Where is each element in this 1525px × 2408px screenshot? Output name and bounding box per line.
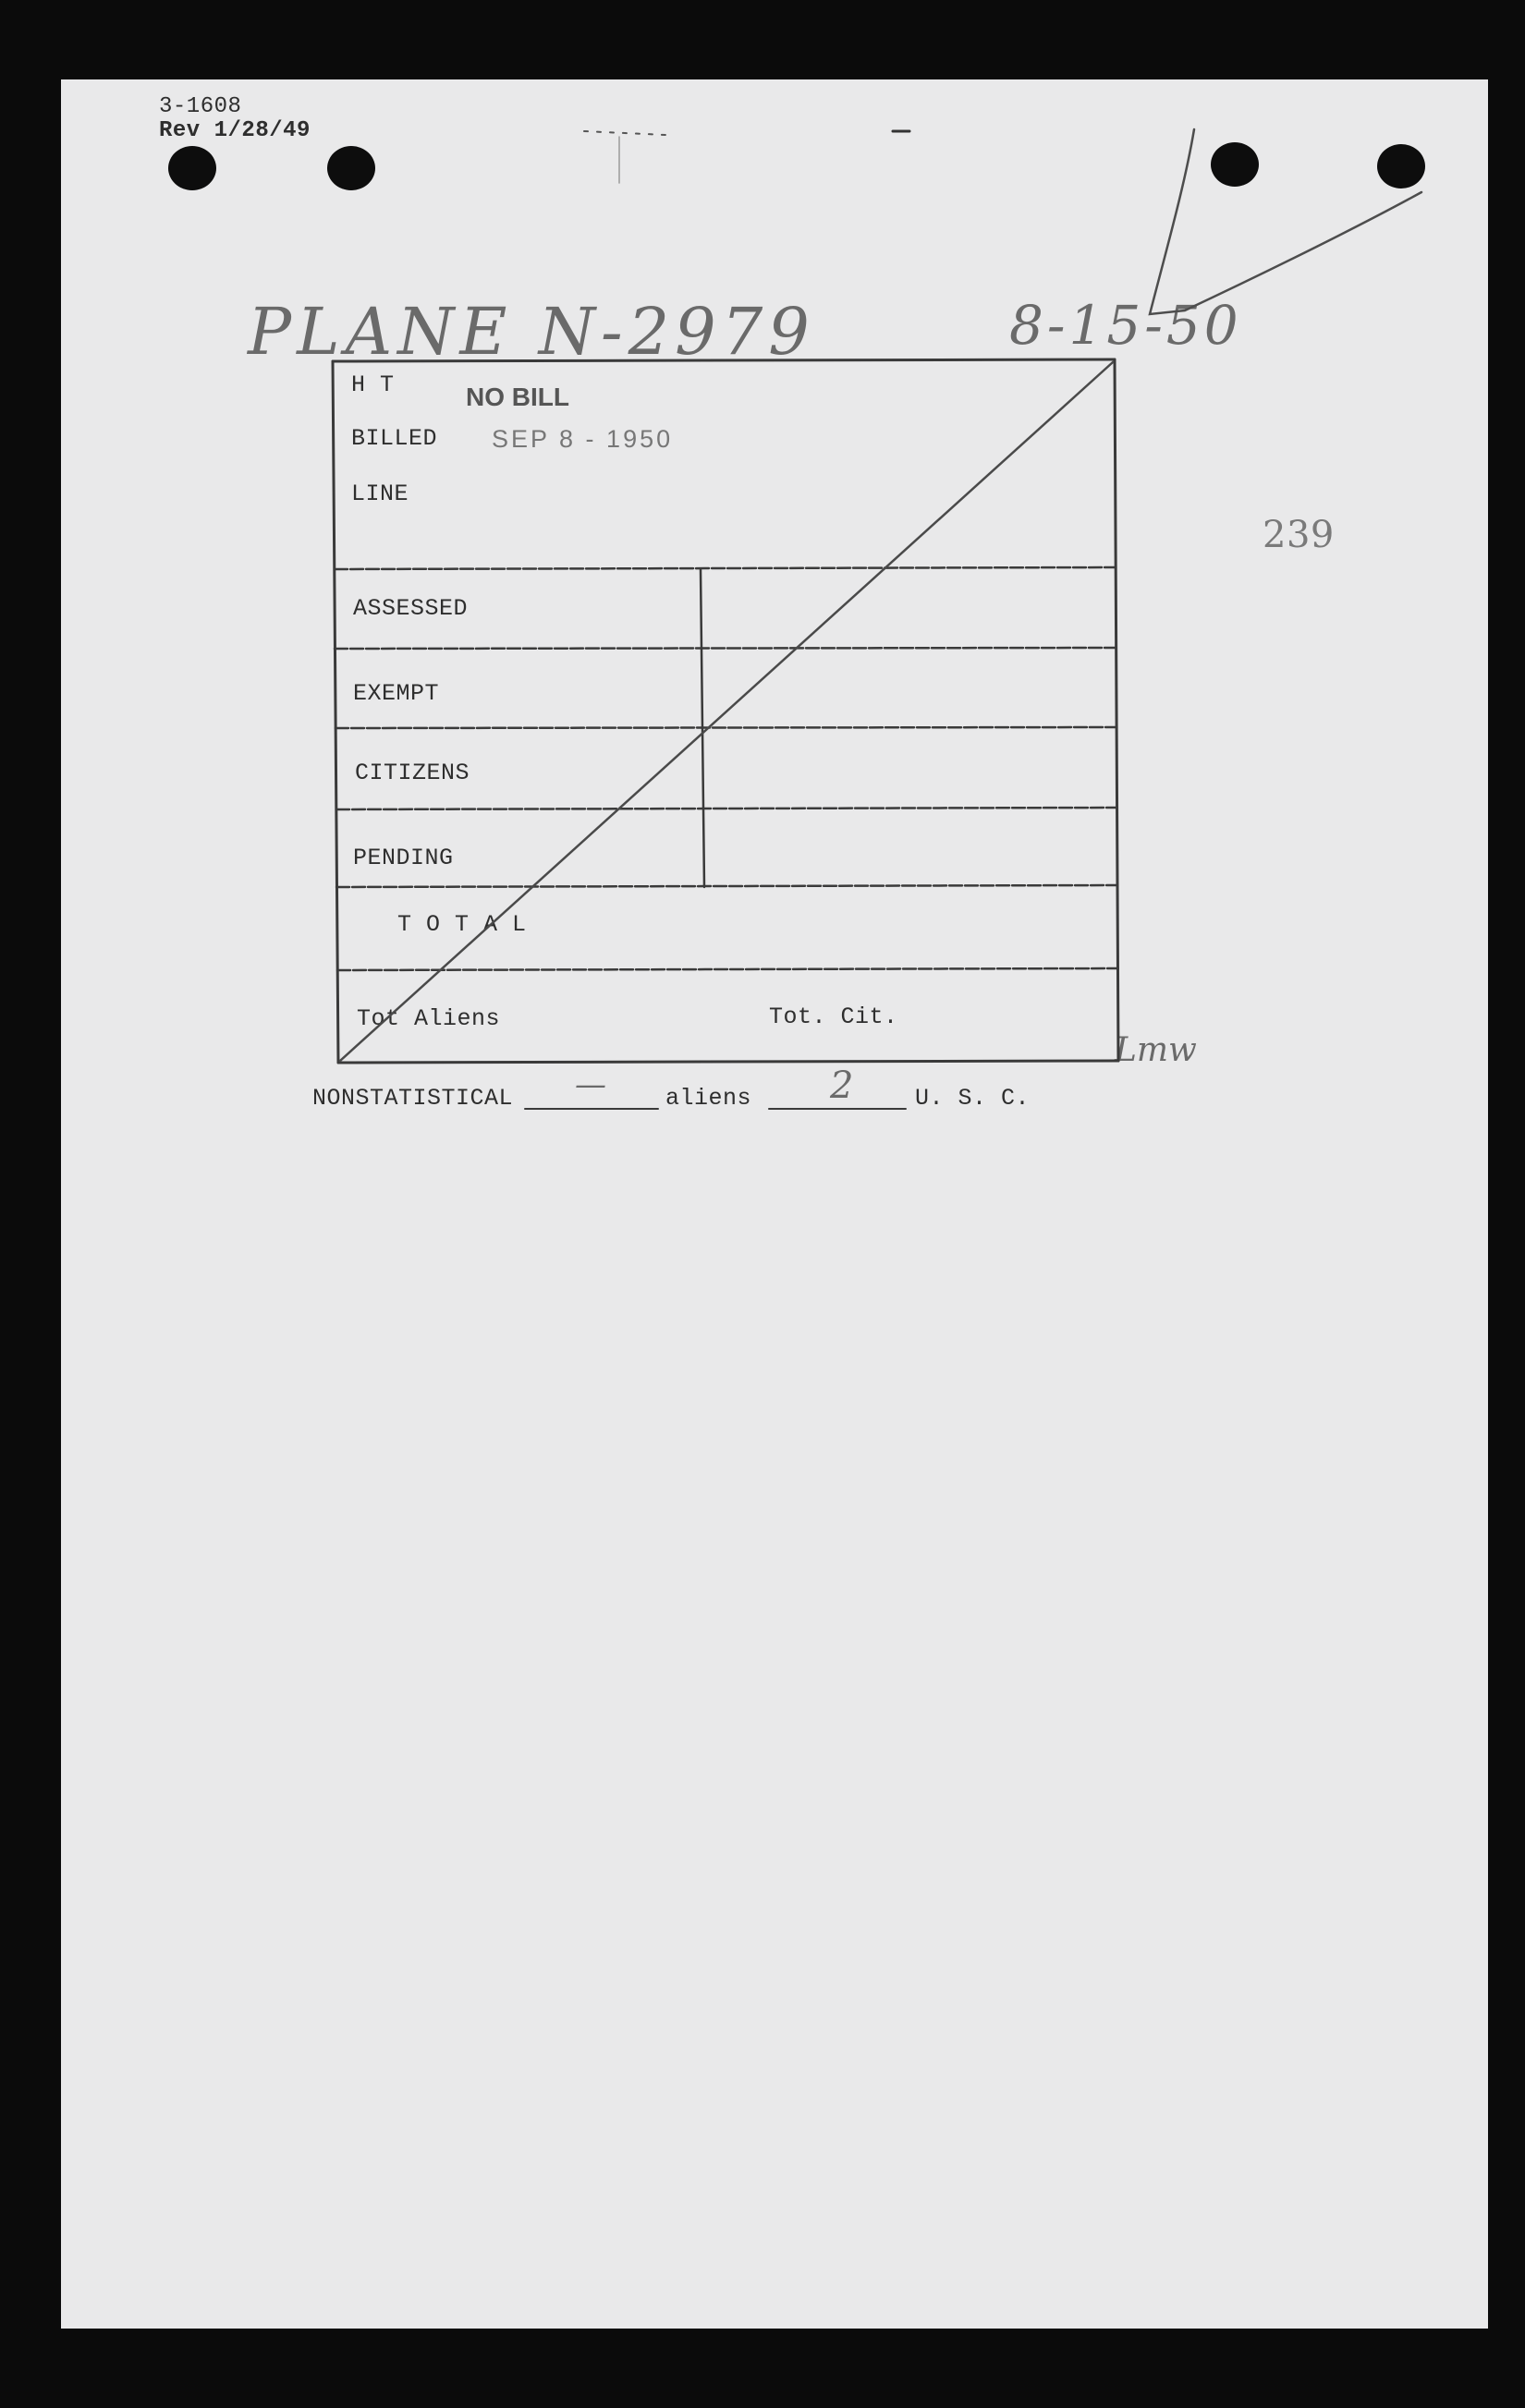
usc-label: U. S. C. xyxy=(915,1085,1031,1112)
form-number: 3-1608 xyxy=(159,94,242,119)
document-page xyxy=(61,79,1488,2329)
no-bill-stamp: NO BILL xyxy=(466,383,569,411)
punch-hole xyxy=(1211,142,1259,187)
tot-aliens-label: Tot Aliens xyxy=(357,1005,501,1032)
page-number: 239 xyxy=(1263,514,1335,556)
handwritten-nonstat-aliens: — xyxy=(575,1066,606,1103)
form-revision: Rev 1/28/49 xyxy=(159,118,311,143)
citizens-label: CITIZENS xyxy=(355,760,470,786)
assessed-label: ASSESSED xyxy=(353,595,469,622)
total-label: T O T A L xyxy=(397,911,527,938)
date-stamp: SEP 8 - 1950 xyxy=(492,425,674,453)
ht-label: H T xyxy=(351,371,395,398)
punch-hole xyxy=(327,146,375,190)
pending-label: PENDING xyxy=(353,845,454,871)
line-label: LINE xyxy=(351,480,409,507)
handwritten-date: 8-15-50 xyxy=(1009,294,1242,357)
punch-hole xyxy=(1377,144,1425,189)
handwritten-flight: PLANE N-2979 xyxy=(248,294,815,370)
billed-label: BILLED xyxy=(351,425,438,452)
handwritten-nonstat-usc: 2 xyxy=(830,1064,854,1107)
nonstat-label: NONSTATISTICAL xyxy=(312,1085,514,1112)
exempt-label: EXEMPT xyxy=(353,680,440,707)
aliens-label: aliens xyxy=(665,1085,752,1112)
punch-hole xyxy=(168,146,216,190)
handwritten-initials: Lmw xyxy=(1115,1031,1197,1069)
tot-cit-label: Tot. Cit. xyxy=(769,1003,898,1030)
